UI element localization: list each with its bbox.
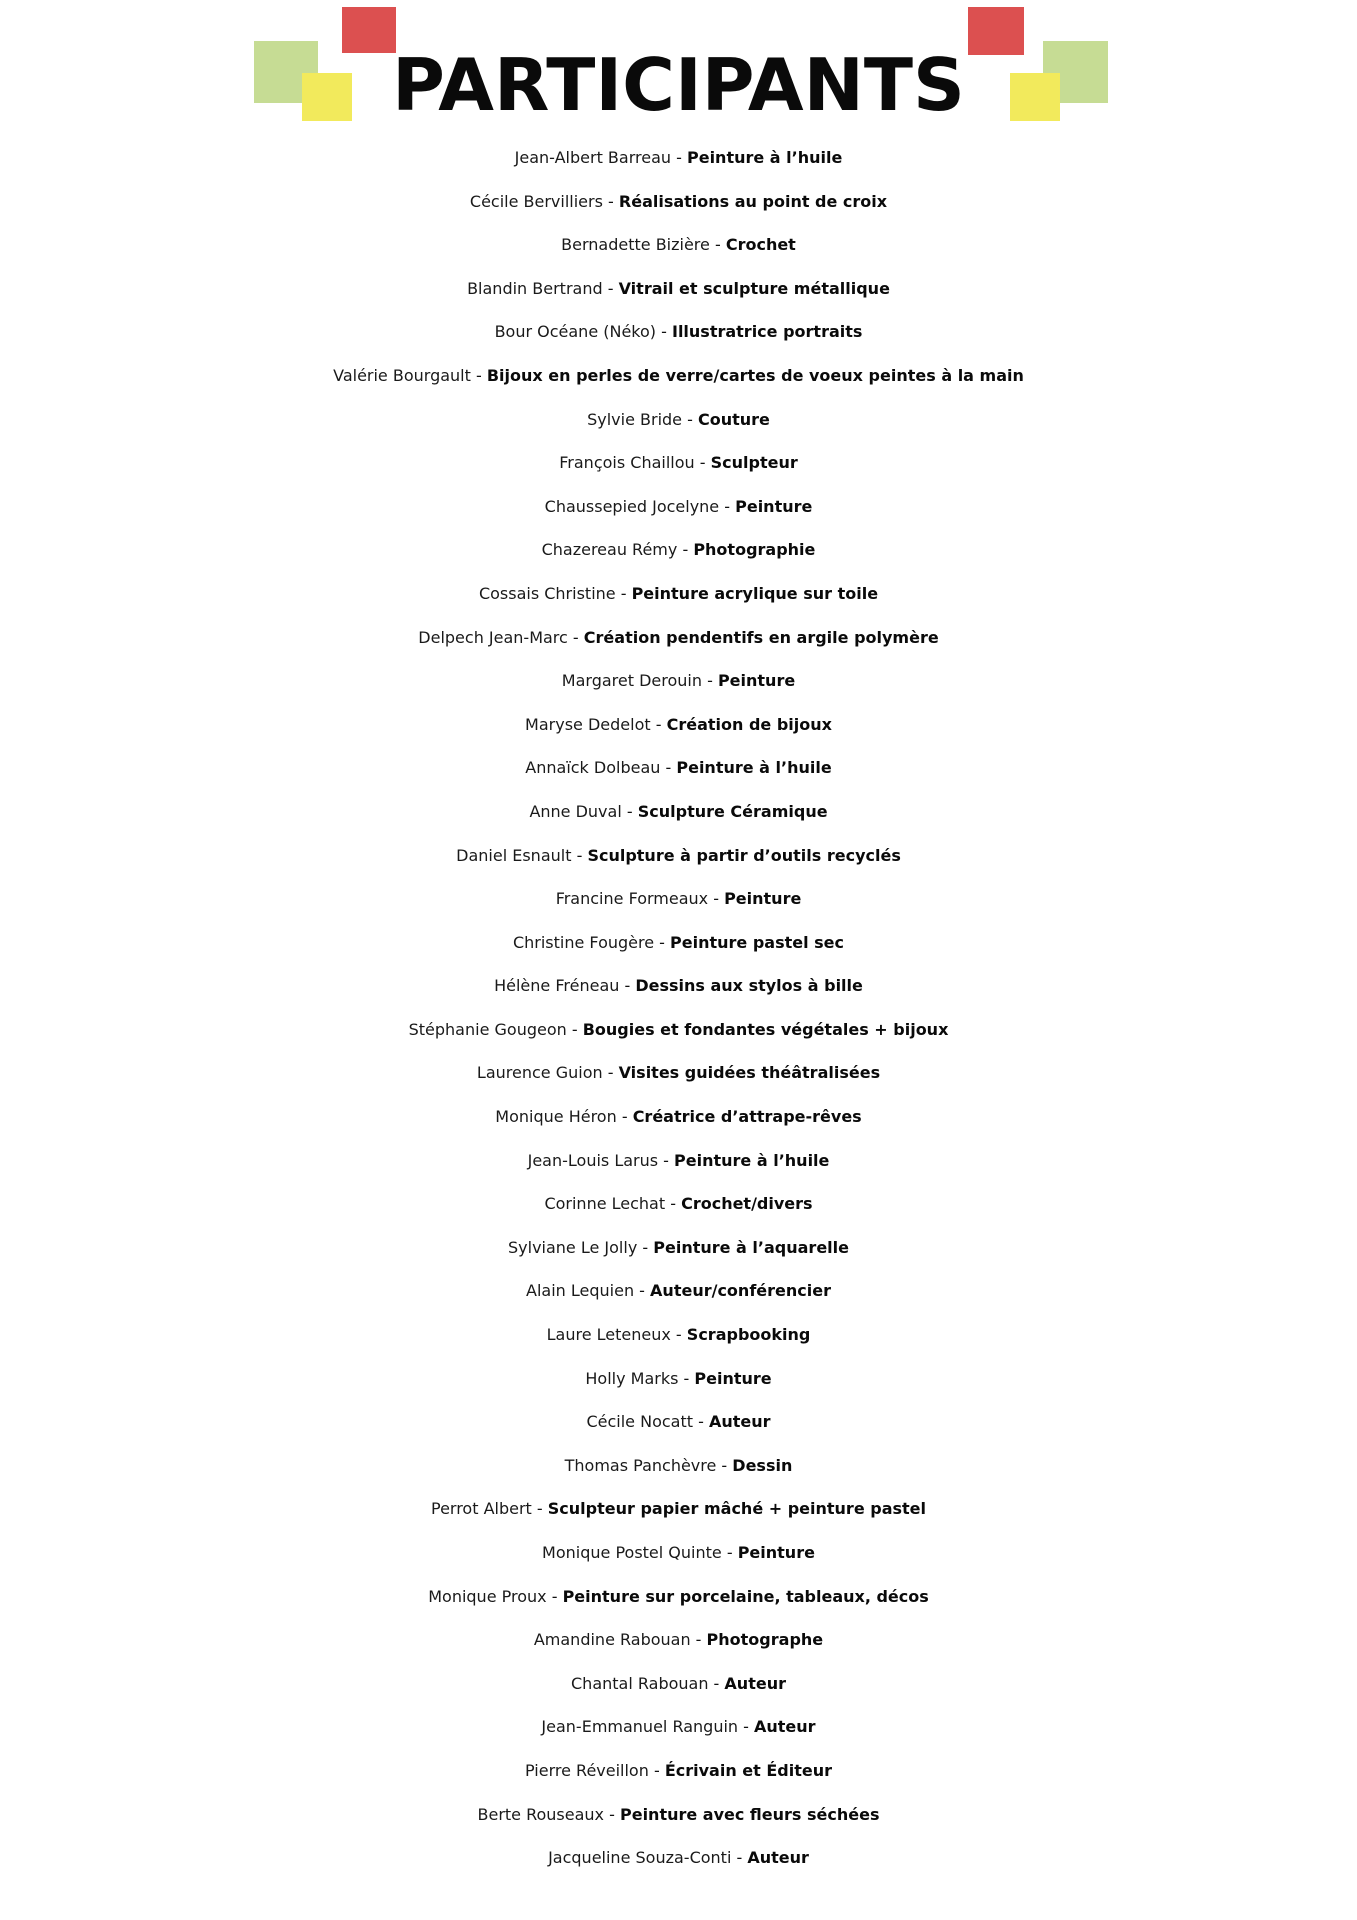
participant-name: Valérie Bourgault [333,365,471,385]
participant-row [0,223,1357,267]
separator-dash: - [470,365,487,385]
participant-list [0,136,1357,1880]
participant-row [0,572,1357,616]
participant-activity: Visites guidées théâtralisées [618,1063,881,1083]
participant-activity: Dessins aux stylos à bille [635,976,863,996]
participant-activity: Création de bijoux [666,714,832,734]
separator-dash: - [709,235,726,255]
separator-dash: - [637,1237,654,1257]
participant-name: Cécile Nocatt [586,1412,694,1432]
participant-name: Corinne Lechat [544,1194,666,1214]
participant-name: Anne Duval [529,801,622,821]
participant-row [0,485,1357,529]
separator-dash: - [656,322,672,342]
participant-row [0,616,1357,660]
participant-activity: Crochet [725,235,796,255]
separator-dash: - [682,409,698,429]
participant-row [0,180,1357,224]
participant-activity: Auteur/conférencier [650,1281,831,1301]
separator-dash: - [690,1630,707,1650]
participant-activity: Peinture [694,1368,772,1388]
participant-row [0,1531,1357,1575]
separator-dash: - [702,671,718,691]
separator-dash: - [716,1455,733,1475]
participant-name: Berte Rouseaux [477,1804,605,1824]
separator-dash: - [731,1848,748,1868]
participant-name: Annaïck Dolbeau [525,758,661,778]
participant-row [0,1705,1357,1749]
participant-activity: Peinture à l’huile [686,148,843,167]
separator-dash: - [619,976,636,996]
participant-name: Cécile Bervilliers [469,191,603,211]
participant-activity: Peinture acrylique sur toile [631,583,879,603]
participant-name: Blandin Bertrand [467,278,603,298]
participant-row [0,354,1357,398]
participant-activity: Peinture à l’huile [674,1150,830,1170]
participant-activity: Vitrail et sculpture métallique [618,278,890,298]
separator-dash: - [621,801,638,821]
participant-row [0,1269,1357,1313]
participant-row [0,1226,1357,1270]
participant-activity: Sculpteur papier mâché + peinture pastel [547,1499,926,1519]
participant-activity: Peinture [735,496,813,516]
separator-dash: - [719,496,736,516]
participant-row [0,1139,1357,1183]
separator-dash: - [738,1717,754,1737]
participant-name: Pierre Réveillon [525,1760,649,1780]
participant-activity: Bougies et fondantes végétales + bijoux [582,1019,949,1039]
page-title: PARTICIPANTS [392,43,965,127]
separator-dash: - [693,1412,709,1432]
participant-name: Chaussepied Jocelyne [544,496,720,516]
participant-row [0,877,1357,921]
participant-name: Bour Océane (Néko) [494,322,657,342]
participant-activity: Scrapbooking [686,1325,811,1345]
participant-activity: Créatrice d’attrape-rêves [632,1107,862,1127]
separator-dash: - [658,1150,675,1170]
participant-name: Laurence Guion [476,1063,603,1083]
participant-row [0,659,1357,703]
participant-row [0,746,1357,790]
participant-row [0,921,1357,965]
participant-name: Sylviane Le Jolly [508,1237,638,1257]
participant-activity: Auteur [754,1717,816,1737]
separator-dash: - [678,1368,695,1388]
participant-row [0,703,1357,747]
participant-activity: Crochet/divers [681,1194,813,1214]
participant-name: François Chaillou [559,453,695,473]
separator-dash: - [615,583,632,603]
participant-activity: Peinture [717,671,796,691]
participant-activity: Peinture sur porcelaine, tableaux, décos [562,1586,929,1606]
participant-row [0,1836,1357,1880]
separator-dash: - [634,1281,651,1301]
participant-name: Francine Formeaux [555,889,709,909]
participant-activity: Sculpture Céramique [637,801,828,821]
participant-row [0,1008,1357,1052]
participant-activity: Auteur [708,1412,771,1432]
participant-name: Jean-Albert Barreau [514,148,672,167]
separator-dash: - [721,1543,738,1562]
separator-dash: - [650,714,667,734]
separator-dash: - [616,1107,633,1127]
participant-activity: Photographie [693,540,816,560]
separator-dash: - [708,889,725,909]
participant-name: Monique Proux [428,1586,547,1606]
participant-row [0,1400,1357,1444]
participant-activity: Dessin [732,1455,793,1475]
participant-row [0,1618,1357,1662]
participant-row [0,441,1357,485]
participant-row [0,834,1357,878]
participant-row [0,1313,1357,1357]
participant-activity: Sculpture à partir d’outils recyclés [587,845,901,865]
separator-dash: - [602,1063,619,1083]
participant-row [0,528,1357,572]
participant-activity: Peinture à l’huile [676,758,832,778]
participant-activity: Peinture à l’aquarelle [653,1237,849,1257]
participant-name: Bernadette Bizière [561,235,710,255]
separator-dash: - [566,1019,583,1039]
participant-name: Holly Marks [585,1368,679,1388]
participant-activity: Réalisations au point de croix [618,191,888,211]
participant-name: Sylvie Bride [587,409,683,429]
participant-name: Perrot Albert [430,1499,532,1519]
participant-activity: Auteur [747,1848,809,1868]
participant-row [0,136,1357,180]
participant-name: Christine Fougère [512,932,655,952]
participant-name: Hélène Fréneau [494,976,620,996]
separator-dash: - [660,758,677,778]
participant-activity: Écrivain et Éditeur [664,1760,832,1780]
participant-activity: Peinture pastel sec [670,932,845,952]
participant-row [0,964,1357,1008]
participant-name: Thomas Panchèvre [564,1455,717,1475]
separator-dash: - [654,932,671,952]
participant-name: Delpech Jean-Marc [418,627,568,647]
participant-row [0,398,1357,442]
participant-name: Daniel Esnault [456,845,572,865]
participant-name: Chazereau Rémy [541,540,678,560]
participant-name: Laure Leteneux [546,1325,671,1345]
participant-row [0,1793,1357,1837]
separator-dash: - [648,1760,665,1780]
participant-row [0,1095,1357,1139]
separator-dash: - [604,1804,620,1824]
separator-dash: - [708,1673,725,1693]
participant-row [0,1357,1357,1401]
participant-name: Margaret Derouin [561,671,702,691]
participant-name: Amandine Rabouan [533,1630,691,1650]
participant-row [0,1487,1357,1531]
separator-dash: - [602,191,619,211]
participant-activity: Peinture [737,1543,815,1562]
participant-activity: Illustratrice portraits [671,322,863,342]
participant-activity: Création pendentifs en argile polymère [583,627,939,647]
participant-row [0,267,1357,311]
participant-row [0,1662,1357,1706]
participant-activity: Sculpteur [710,453,798,473]
participant-name: Alain Lequien [526,1281,635,1301]
participant-activity: Peinture avec fleurs séchées [619,1804,880,1824]
participant-row [0,1051,1357,1095]
participant-activity: Bijoux en perles de verre/cartes de voeux peintes à la main [486,365,1024,385]
participant-row [0,1182,1357,1226]
participant-activity: Auteur [724,1673,786,1693]
participant-activity: Couture [697,409,770,429]
separator-dash: - [567,627,584,647]
separator-dash: - [531,1499,548,1519]
participant-name: Chantal Rabouan [571,1673,709,1693]
participant-row [0,1575,1357,1619]
participant-name: Cossais Christine [478,583,616,603]
participant-row [0,1444,1357,1488]
participant-name: Jean-Emmanuel Ranguin [541,1717,739,1737]
separator-dash: - [694,453,711,473]
participant-name: Maryse Dedelot [525,714,651,734]
separator-dash: - [546,1586,563,1606]
participant-row [0,790,1357,834]
participant-name: Stéphanie Gougeon [408,1019,567,1039]
separator-dash: - [602,278,619,298]
participant-activity: Photographe [706,1630,824,1650]
participant-name: Jean-Louis Larus [527,1150,659,1170]
separator-dash: - [571,845,588,865]
participant-activity: Peinture [724,889,802,909]
separator-dash: - [677,540,694,560]
separator-dash: - [665,1194,682,1214]
participant-name: Monique Héron [495,1107,617,1127]
separator-dash: - [670,1325,687,1345]
participant-row [0,1749,1357,1793]
participant-name: Monique Postel Quinte [542,1543,722,1562]
participant-name: Jacqueline Souza-Conti [548,1848,732,1868]
separator-dash: - [671,148,687,167]
participant-row [0,310,1357,354]
